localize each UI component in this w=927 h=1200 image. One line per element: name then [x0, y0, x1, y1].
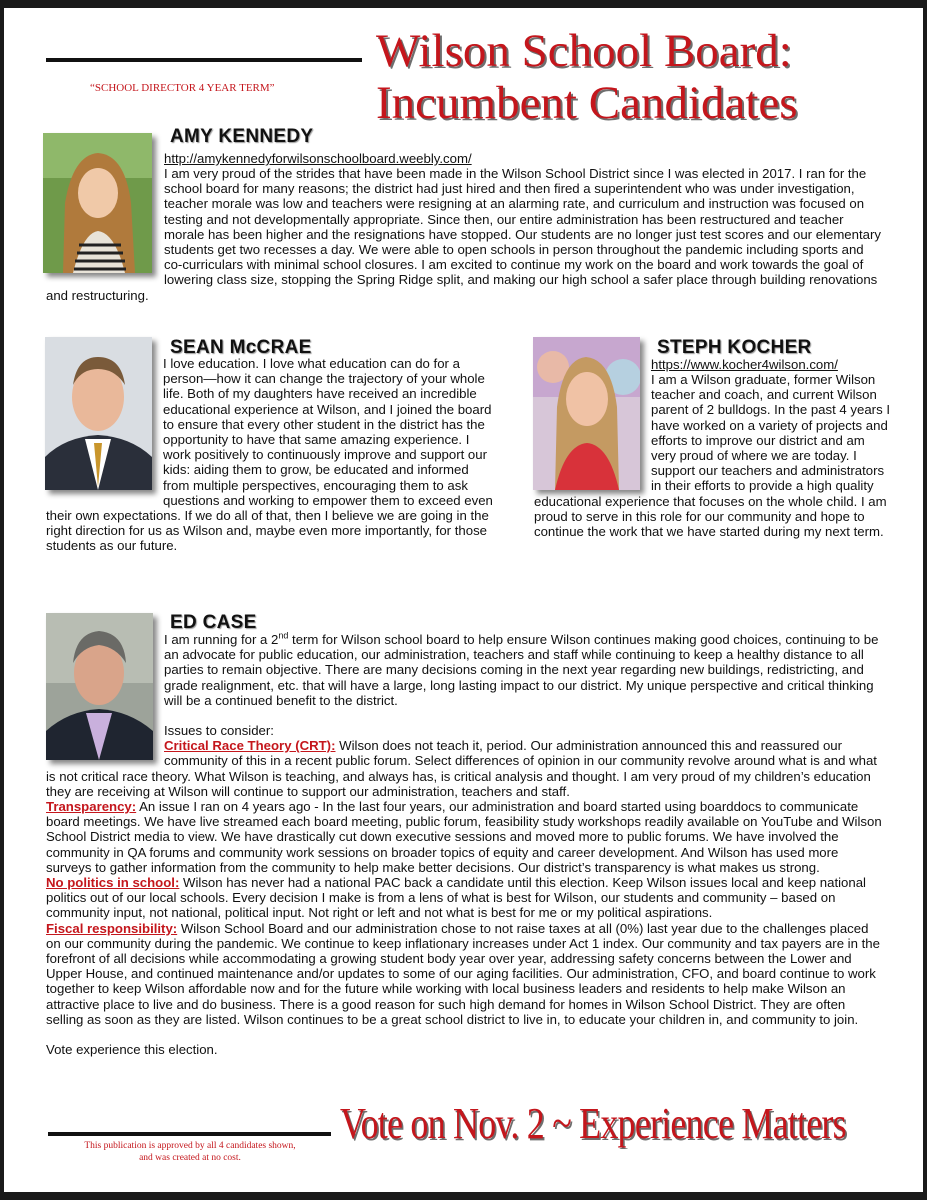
ed-issue-fiscal: Fiscal responsibility: Wilson School Board and our administration chose to not raise taxes at all (0%) last year due to the challenges placed on our community during the pandemic. We continue to keep inflationary increases under Act 1 index. Our community and tax payers are in the forefront of all decisions while accommodating a growing student body year over year, addressing safety concerns between the Lower and Upper House, and continued maintenance and/or updates to some of our aging facilities. Our administration, CFO, and board continue to work together to keep Wilson affordable now and for the future while working with local business leaders and residents to help make Wilson an attractive place to live and do business. There is a good reason for such high demand for homes in Wilson School District. They are often selling as soon as they are listed. Wilson continues to be a great school district to live in, to educate your children in, and community to join.	[46, 920, 880, 1027]
ed-name: ED CASE	[170, 612, 257, 633]
publication-note	[48, 1140, 332, 1164]
steph-photo-spacer	[534, 372, 651, 490]
ed-issue-transparency-label: Transparency:	[46, 799, 137, 815]
publication-note-line2: and was created at no cost.	[139, 1153, 241, 1163]
ed-intro: I am running for a 2nd term for Wilson school board to help ensure Wilson continues making good choices, continuing to be an advocate for public education, our administration, teachers and staff while continuing to keep a healthy distance to all parties to remain objective. There are many decisions coming in the next year regarding new buildings, redistricting, and grade realignment, etc. that will have a large, long lasting impact to our district. My unique perspective and critical thinking will be a continued benefit to the district.	[164, 630, 879, 708]
ed-issue-crt-label: Critical Race Theory (CRT):	[164, 738, 336, 754]
sean-bio-text: I love education. I love what education can do for a person—how it can change the trajectory of your whole life. Both of my daughters have received an incredible educational experience at Wilson, and I joined the board to ensure that every other student in the district has the opportunity to have that same amazing experience. I work positively to continuously improve and support our kids: aiding them to grow, be educated and informed from multiple perspectives, encouraging them to ask questions and working to empower them to exceed even their own expectations. If we do all of that, then I believe we are going in the right direction for us as Wilson and, maybe even more importantly, for those students as our future.	[46, 356, 493, 554]
sean-bio	[46, 356, 498, 554]
ed-issue-politics-label: No politics in school:	[46, 875, 180, 891]
steph-bio	[534, 372, 892, 539]
amy-website-link[interactable]: http://amykennedyforwilsonschoolboard.weebly.com/	[164, 151, 472, 166]
term-subtitle: “SCHOOL DIRECTOR 4 YEAR TERM”	[90, 82, 275, 94]
publication-note-line1: This publication is approved by all 4 candidates shown,	[84, 1141, 296, 1151]
sean-photo-spacer	[46, 356, 163, 504]
ed-bio	[46, 632, 884, 1057]
ed-photo-spacer	[46, 632, 164, 766]
ed-issue-fiscal-label: Fiscal responsibility:	[46, 920, 178, 936]
ed-issues-heading: Issues to consider:	[164, 723, 274, 739]
steph-website-link[interactable]: https://www.kocher4wilson.com/	[651, 357, 838, 372]
amy-name: AMY KENNEDY	[170, 126, 314, 147]
page-title-line1: Wilson School Board:	[376, 25, 792, 77]
amy-photo-spacer	[46, 166, 164, 281]
amy-bio-text: I am very proud of the strides that have been made in the Wilson School District since I was elected in 2017. I ran for the school board for many reasons; the district had just hired and then fired a superintendent who was under investigation, teacher morale was low and teachers were resigning at an alarming rate, and curriculum and instruction was focused on testing and not developmentally appropriate. Since then, our entire administration has been restructured and teacher morale has been higher and the resignations have stopped. Our students are no longer just test scores and our elementary students get two recesses a day. We were able to open schools in person throughout the pandemic including sports and co-curriculars with minimal school closures. I am excited to continue my work on the board and work towards the goal of lowering class size, stopping the Spring Ridge split, and making our high school a safer place through building renovations and restructuring.	[46, 166, 881, 303]
footer-slogan: Vote on Nov. 2 ~ Experience Matters	[340, 1099, 846, 1148]
steph-bio-text: I am a Wilson graduate, former Wilson teacher and coach, and current Wilson parent of 2 bulldogs. In the past 4 years I have worked on a variety of projects and efforts to improve our district and am very proud of where we are today. I support our teachers and administrators in their efforts to provide a high quality educational experience that focuses on the whole child. I am proud to serve in this role for our community and hope to continue the work that we have started during my next term.	[534, 372, 890, 540]
page-title-line2: Incumbent Candidates	[376, 77, 798, 129]
ed-closing: Vote experience this election.	[46, 1042, 218, 1058]
ed-issue-transparency: Transparency: An issue I ran on 4 years ago - In the last four years, our administration and board started using boarddocs to communicate board meetings. We have live streamed each board meeting, public forum, feasibility study workshops readily available on YouTube and Wilson School District media to view. We have drastically cut down executive sessions and moved more to public forums. We have involved the community in QA forums and community work sessions on broader topics of equity and career development. And Wilson has used more surveys to gather information from the community to help make better decisions. Our district’s transparency is what makes us strong.	[46, 799, 882, 875]
footer-rule	[48, 1132, 331, 1136]
header-rule	[46, 58, 362, 62]
amy-bio	[46, 166, 884, 303]
steph-name: STEPH KOCHER	[657, 337, 812, 358]
ed-issue-crt: Critical Race Theory (CRT): Wilson does not teach it, period. Our administration announced this and reassured our community of this in a recent public forum. Select differences of opinion in our community revolve around what is and what is not critical race theory. What Wilson is teaching, and always has, is critical analysis and thought. I am very proud of my children’s education they are receiving at Wilson will continue to support our administration, teachers and staff.	[46, 738, 877, 799]
ed-issue-politics: No politics in school: Wilson has never had a national PAC back a candidate until this election. Keep Wilson issues local and keep national politics out of our local schools. Every decision I make is from a lens of what is best for Wilson, our students and community – based on community input, not national, political input. Not right or left and not what is best for me or my political aspirations.	[46, 875, 866, 921]
sean-name: SEAN McCRAE	[170, 337, 312, 358]
